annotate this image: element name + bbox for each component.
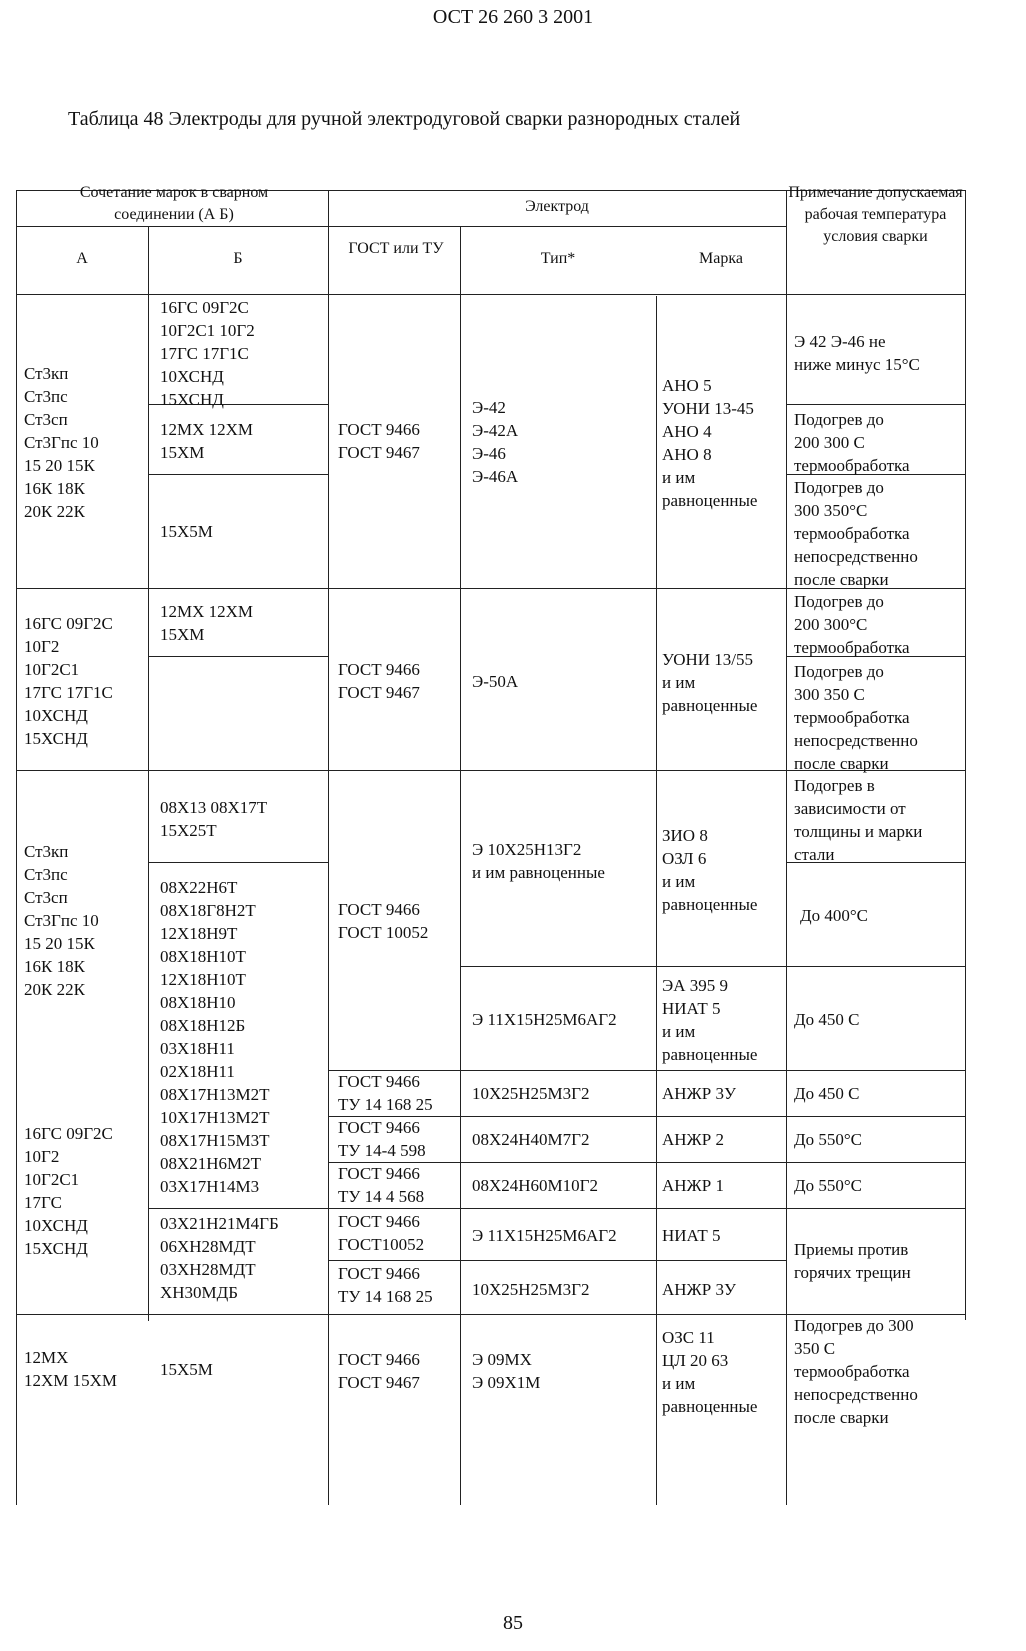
r4-brand: НИАТ 5 — [662, 1226, 721, 1245]
r1-brand: АНЖР 3У — [662, 1084, 737, 1103]
col-divider-gost — [328, 190, 329, 1505]
g1-col-b1: 16ГС 09Г2С 10Г2С1 10Г2 17ГС 17Г1С 10ХСНД 15ХСНД — [160, 298, 255, 409]
r5-brand: АНЖР 3У — [662, 1280, 737, 1299]
header-brand: Марка — [699, 250, 743, 267]
g5-brand: ОЗС 11 ЦЛ 20 63 и им равноценные — [662, 1328, 758, 1416]
g2-note-2: Подогрев до 300 350 С термообработка непосредственно после сварки — [794, 662, 918, 773]
r2-gost: ГОСТ 9466 ТУ 14-4 598 — [338, 1118, 426, 1160]
g3-note-2: До 400°С — [800, 906, 868, 925]
g3-type-2: Э 11Х15Н25М6АГ2 — [472, 1010, 617, 1029]
table-border-left — [16, 190, 17, 1505]
g2-col-a: 16ГС 09Г2С 10Г2 10Г2С1 17ГС 17Г1С 10ХСНД 15ХСНД — [24, 614, 113, 748]
g3-col-b1: 08Х13 08Х17Т 15Х25Т — [160, 798, 268, 840]
g2-b-divider — [148, 656, 328, 657]
g1-brand: АНО 5 УОНИ 13-45 АНО 4 АНО 8 и им равноценные — [662, 376, 758, 510]
col-divider-brand — [656, 296, 657, 1505]
document-id: ОСТ 26 260 3 2001 — [432, 6, 594, 28]
g5-type: Э 09МХ Э 09Х1М — [472, 1350, 541, 1392]
r1-note: До 450 С — [794, 1084, 860, 1103]
g5-col-a: 12МХ 12ХМ 15ХМ — [24, 1348, 118, 1390]
r45-note: Приемы против горячих трещин — [794, 1240, 911, 1282]
r2-note: До 550°С — [794, 1130, 862, 1149]
header-col-a: А — [76, 250, 88, 267]
header-divider — [16, 226, 786, 227]
r3-note: До 550°С — [794, 1176, 862, 1195]
r5-gost: ГОСТ 9466 ТУ 14 168 25 — [338, 1264, 433, 1306]
electrode-table — [16, 184, 1015, 1505]
r4-bottom — [328, 1260, 786, 1261]
header-gost: ГОСТ или ТУ — [348, 240, 444, 257]
header-note: Примечание допускаемая рабочая температура условия сварки — [788, 184, 963, 245]
g3-col-b2: 08Х22Н6Т 08Х18Г8Н2Т 12Х18Н9Т 08Х18Н10Т 12Х18Н10Т 08Х18Н10 08Х18Н12Б 03Х18Н11 02Х18Н11 08Х17Н13М2Т 10Х17Н13М2Т 08Х17Н15М3Т 08Х21Н6М2Т 03Х17Н14М3 — [160, 878, 270, 1196]
header-bottom — [16, 294, 965, 295]
g2-note-1: Подогрев до 200 300°С термообработка — [794, 592, 910, 657]
g3-note-1: Подогрев в зависимости от толщины и марки стали — [794, 776, 923, 864]
g2-type: Э-50А — [472, 672, 519, 691]
g4-col-b: 03Х21Н21М4ГБ 06ХН28МДТ 03ХН28МДТ ХН30МДБ — [160, 1214, 279, 1302]
header-type: Тип* — [540, 250, 576, 267]
g1-b-divider-2 — [148, 474, 328, 475]
g1-note-divider-1 — [786, 404, 965, 405]
g3-gost: ГОСТ 9466 ГОСТ 10052 — [338, 900, 429, 942]
g1-type: Э-42 Э-42А Э-46 Э-46А — [472, 398, 519, 486]
r2-type: 08Х24Н40М7Г2 — [472, 1130, 590, 1149]
r2-brand: АНЖР 2 — [662, 1130, 724, 1149]
g1-gost: ГОСТ 9466 ГОСТ 9467 — [338, 420, 420, 462]
g3-col-a: Ст3кп Ст3пс Ст3сп Ст3Гпс 10 15 20 15К 16К 18К 20К 22К — [24, 842, 99, 999]
table-caption: Таблица 48 Электроды для ручной электродуговой сварки разнородных сталей — [68, 108, 741, 130]
g1-note-1: Э 42 Э-46 не ниже минус 15°С — [794, 332, 920, 374]
g3-note-3: До 450 С — [794, 1010, 860, 1029]
r5-type: 10Х25Н25М3Г2 — [472, 1280, 590, 1299]
g5-note: Подогрев до 300 350 С термообработка непосредственно после сварки — [794, 1316, 918, 1427]
g5-col-b: 15Х5М — [160, 1360, 213, 1379]
g1-col-b3: 15Х5М — [160, 522, 213, 541]
g1-note-3: Подогрев до 300 350°С термообработка непосредственно после сварки — [794, 478, 918, 589]
header-combination: Сочетание марок в сварном соединении (А Б) — [79, 184, 269, 223]
g3-brand-1: ЗИО 8 ОЗЛ 6 и им равноценные — [662, 826, 758, 914]
col-divider-note — [786, 190, 787, 1505]
g2-gost: ГОСТ 9466 ГОСТ 9467 — [338, 660, 420, 702]
page-number: 85 — [503, 1612, 523, 1634]
g1-col-a: Ст3кп Ст3пс Ст3сп Ст3Гпс 10 15 20 15К 16К 18К 20К 22К — [24, 364, 99, 521]
col-divider-ab — [148, 226, 149, 1321]
g3-type-divider — [460, 966, 965, 967]
r3-gost: ГОСТ 9466 ТУ 14 4 568 — [338, 1164, 425, 1206]
g4-col-a: 16ГС 09Г2С 10Г2 10Г2С1 17ГС 10ХСНД 15ХСНД — [24, 1124, 113, 1258]
r4-gost: ГОСТ 9466 ГОСТ10052 — [338, 1212, 425, 1254]
r3-bottom — [148, 1208, 965, 1209]
g2-brand: УОНИ 13/55 и им равноценные — [662, 650, 758, 715]
g3-type-1: Э 10Х25Н13Г2 и им равноценные — [472, 840, 605, 882]
r3-brand: АНЖР 1 — [662, 1176, 724, 1195]
r3-type: 08Х24Н60М10Г2 — [472, 1176, 598, 1195]
g3-b-divider — [148, 862, 328, 863]
table-border-right — [965, 190, 966, 1320]
g5-gost: ГОСТ 9466 ГОСТ 9467 — [338, 1350, 420, 1392]
r1-type: 10Х25Н25М3Г2 — [472, 1084, 590, 1103]
g1-col-b2: 12МХ 12ХМ 15ХМ — [160, 420, 254, 462]
header-electrode: Электрод — [525, 198, 589, 215]
r4-type: Э 11Х15Н25М6АГ2 — [472, 1226, 617, 1245]
g1-note-2: Подогрев до 200 300 С термообработка — [794, 410, 910, 475]
r1-gost: ГОСТ 9466 ТУ 14 168 25 — [338, 1072, 433, 1114]
g3-brand-2: ЭА 395 9 НИАТ 5 и им равноценные — [662, 976, 758, 1064]
g2-col-b1: 12МХ 12ХМ 15ХМ — [160, 602, 254, 644]
header-col-b: Б — [233, 250, 243, 267]
